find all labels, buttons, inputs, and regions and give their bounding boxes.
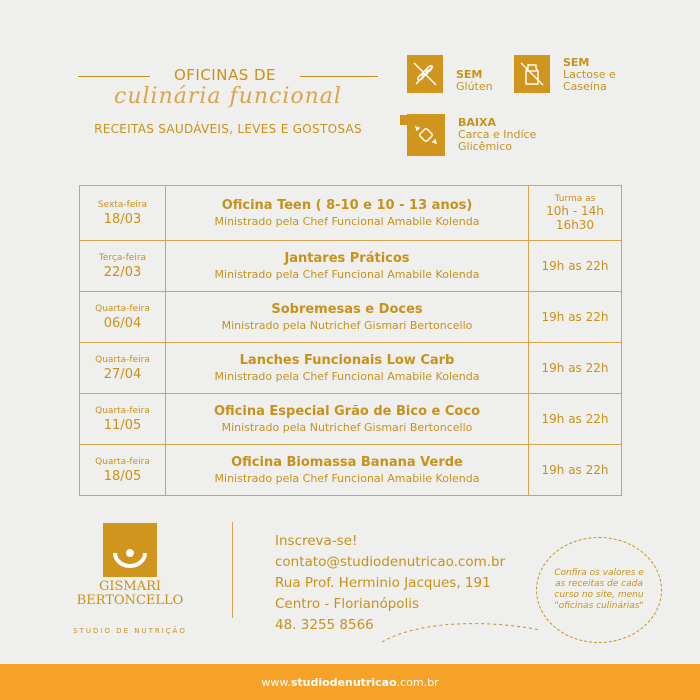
table-row: [80, 394, 621, 445]
weekday: Quarta-feira: [95, 405, 150, 416]
class-teacher: Ministrado pela Chef Funcional Amabile Kolenda: [214, 268, 480, 281]
badge-glycemic: [458, 117, 568, 153]
time: 10h - 14h 16h30: [546, 204, 604, 232]
website-link[interactable]: [261, 676, 438, 689]
brand-name: [60, 580, 200, 608]
class-name: Oficina Biomassa Banana Verde: [231, 455, 463, 470]
date: 22/03: [103, 264, 142, 280]
class-name: Sobremesas e Doces: [271, 302, 423, 317]
class-name: Oficina Especial Grão de Bico e Coco: [214, 404, 480, 419]
wheat-icon: [407, 55, 443, 93]
time-cell: [529, 343, 621, 393]
class-teacher: Ministrado pela Chef Funcional Amabile Kolenda: [214, 472, 480, 485]
table-row: [80, 241, 621, 292]
brand-line1: GISMARI: [98, 579, 162, 594]
time-cell: [529, 445, 621, 495]
date-cell: [80, 292, 166, 342]
brand-line2: BERTONCELLO: [76, 593, 184, 608]
class-cell: [166, 445, 529, 495]
badge-glycemic-strong: BAIXA: [458, 116, 496, 129]
class-cell: [166, 241, 529, 291]
signup-cta: Inscreva-se!: [275, 533, 358, 549]
url-prefix: www.: [261, 675, 291, 689]
title-rule-left: [78, 76, 150, 77]
weekday: Sexta-feira: [97, 199, 148, 210]
title-line1: OFICINAS DE: [173, 66, 277, 84]
time-cell: [529, 241, 621, 291]
class-name: Lanches Funcionais Low Carb: [239, 353, 455, 368]
table-row: [80, 343, 621, 394]
date-cell: [80, 241, 166, 291]
table-row: [80, 186, 621, 241]
contact-phone[interactable]: 48. 3255 8566: [275, 617, 374, 633]
date: 18/03: [103, 211, 142, 227]
contact-address: Rua Prof. Herminio Jacques, 191: [275, 575, 491, 591]
date-cell: [80, 445, 166, 495]
class-cell: [166, 343, 529, 393]
weekday: Quarta-feira: [95, 303, 150, 314]
class-teacher: Ministrado pela Nutrichef Gismari Bertoncello: [221, 319, 473, 332]
date-cell: [80, 343, 166, 393]
class-teacher: Ministrado pela Chef Funcional Amabile Kolenda: [214, 215, 480, 228]
title-rule-right: [300, 76, 378, 77]
date: 18/05: [103, 468, 142, 484]
date: 11/05: [103, 417, 142, 433]
class-cell: [166, 186, 529, 240]
badge-gluten-strong: SEM: [456, 68, 483, 81]
time-cell: [529, 292, 621, 342]
subtitle: RECEITAS SAUDÁVEIS, LEVES E GOSTOSAS: [94, 122, 362, 136]
table-row: [80, 292, 621, 343]
time-note: Turma as: [554, 194, 596, 204]
time: 19h as 22h: [541, 412, 609, 426]
class-cell: [166, 394, 529, 444]
time: 19h as 22h: [541, 310, 609, 324]
date-cell: [80, 186, 166, 240]
contact-city: Centro - Florianópolis: [275, 596, 420, 612]
badge-glycemic-text: Carca e Indíce Glicêmico: [458, 128, 537, 153]
badge-gluten: [456, 69, 493, 93]
dashed-curve: [380, 600, 550, 650]
weekday: Quarta-feira: [95, 354, 150, 365]
info-stamp: [536, 537, 662, 643]
brand-tagline: STUDIO DE NUTRIÇÃO: [73, 627, 187, 635]
class-name: Oficina Teen ( 8-10 e 10 - 13 anos): [221, 198, 473, 213]
table-row: [80, 445, 621, 495]
class-cell: [166, 292, 529, 342]
contact-email[interactable]: contato@studiodenutricao.com.br: [275, 554, 506, 570]
stamp-text: Confira os valores e as receitas de cada curso no site, menu "oficinas culinárias": [554, 568, 644, 611]
url-bold: studiodenutricao: [290, 675, 397, 689]
date-cell: [80, 394, 166, 444]
date: 27/04: [103, 366, 142, 382]
time-cell: [529, 186, 621, 240]
time: 19h as 22h: [541, 463, 609, 477]
time-cell: [529, 394, 621, 444]
badge-gluten-text: Glúten: [456, 80, 493, 93]
url-suffix: .com.br: [396, 675, 439, 689]
footer-bar: [0, 664, 700, 700]
badge-lactose-text: Lactose e Caseína: [563, 68, 616, 93]
time: 19h as 22h: [541, 361, 609, 375]
schedule-table: [79, 185, 622, 496]
class-name: Jantares Práticos: [284, 251, 410, 266]
divider: [232, 522, 233, 618]
milk-carton-icon: [514, 55, 550, 93]
candy-icon: [407, 114, 445, 156]
weekday: Quarta-feira: [95, 456, 150, 467]
badge-lactose-strong: SEM: [563, 56, 590, 69]
weekday: Terça-feira: [98, 252, 147, 263]
class-teacher: Ministrado pela Nutrichef Gismari Bertoncello: [221, 421, 473, 434]
time: 19h as 22h: [541, 259, 609, 273]
date: 06/04: [103, 315, 142, 331]
title-line2: culinária funcional: [114, 84, 342, 109]
brand-logo-icon: [103, 523, 157, 577]
class-teacher: Ministrado pela Chef Funcional Amabile Kolenda: [214, 370, 480, 383]
badge-lactose: [563, 57, 633, 93]
